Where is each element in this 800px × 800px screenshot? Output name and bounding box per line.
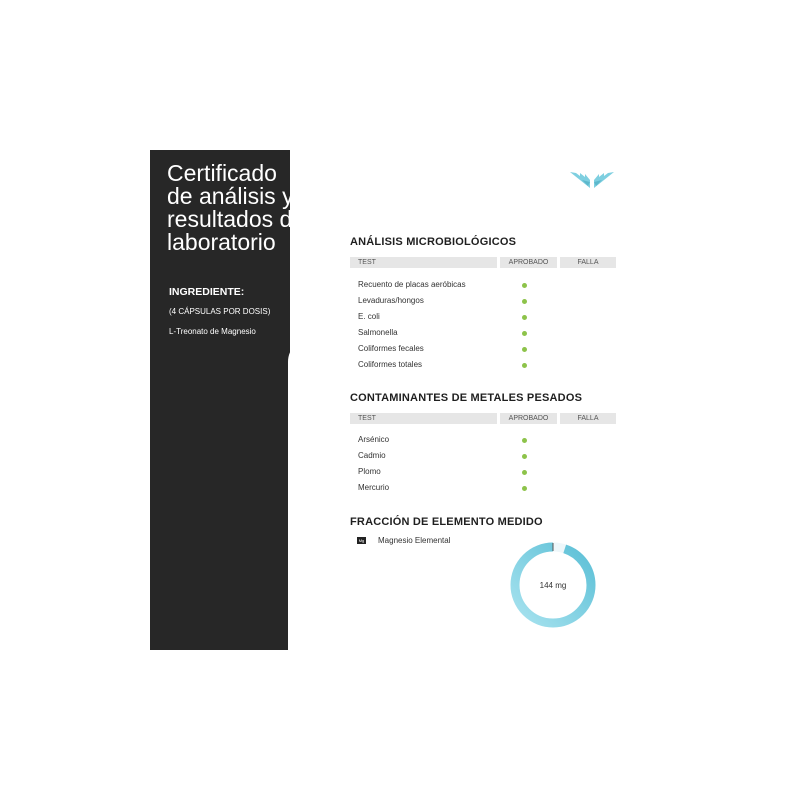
- approved-dot: [522, 363, 527, 368]
- test-name: Levaduras/hongos: [358, 296, 424, 305]
- metals-table-header: [350, 413, 616, 424]
- title-line: resultados de: [167, 206, 306, 232]
- col-approved: APROBADO: [500, 257, 557, 268]
- approved-dot: [522, 283, 527, 288]
- approved-dot: [522, 470, 527, 475]
- table-row: [350, 467, 616, 481]
- approved-dot: [522, 486, 527, 491]
- title-line: laboratorio: [167, 229, 276, 255]
- col-fail: FALLA: [560, 257, 616, 268]
- table-row: [350, 483, 616, 497]
- mg-swatch: Mg: [358, 538, 365, 543]
- ring-value-label: 144 mg: [539, 581, 567, 590]
- dose-note: (4 CÁPSULAS POR DOSIS): [169, 307, 271, 316]
- ingredient-name: L-Treonato de Magnesio: [169, 327, 256, 336]
- micro-section-title: ANÁLISIS MICROBIOLÓGICOS: [350, 236, 517, 248]
- table-row: [350, 360, 616, 374]
- approved-dot: [522, 454, 527, 459]
- test-name: Plomo: [358, 467, 381, 476]
- test-name: Arsénico: [358, 435, 390, 444]
- test-name: Mercurio: [358, 483, 390, 492]
- col-approved: APROBADO: [500, 413, 557, 424]
- ingredient-heading: INGREDIENTE:: [169, 286, 245, 298]
- test-name: Cadmio: [358, 451, 386, 460]
- sidebar-panel: [150, 150, 306, 650]
- title-line: de análisis y: [167, 183, 294, 209]
- table-row: [350, 296, 616, 310]
- fraction-section-title: FRACCIÓN DE ELEMENTO MEDIDO: [350, 516, 543, 528]
- table-row: [350, 328, 616, 342]
- test-name: E. coli: [358, 312, 380, 321]
- micro-table-header: [350, 257, 616, 268]
- title-line: Certificado: [167, 160, 277, 186]
- donut-chart: [508, 540, 598, 630]
- wings-icon: [568, 170, 616, 190]
- certificate-card: [150, 150, 650, 650]
- legend-label: Magnesio Elemental: [378, 536, 451, 545]
- table-row: [350, 435, 616, 449]
- table-row: [350, 451, 616, 465]
- test-name: Salmonella: [358, 328, 398, 337]
- test-name: Recuento de placas aeróbicas: [358, 280, 466, 289]
- col-test: TEST: [350, 413, 497, 424]
- approved-dot: [522, 331, 527, 336]
- approved-dot: [522, 347, 527, 352]
- metals-section-title: CONTAMINANTES DE METALES PESADOS: [350, 392, 583, 404]
- test-name: Coliformes totales: [358, 360, 423, 369]
- table-row: [350, 344, 616, 358]
- table-row: [350, 312, 616, 326]
- page-title: [167, 162, 327, 254]
- test-name: Coliformes fecales: [358, 344, 424, 353]
- approved-dot: [522, 315, 527, 320]
- table-row: [350, 280, 616, 294]
- approved-dot: [522, 299, 527, 304]
- col-test: TEST: [350, 257, 497, 268]
- approved-dot: [522, 438, 527, 443]
- col-fail: FALLA: [560, 413, 616, 424]
